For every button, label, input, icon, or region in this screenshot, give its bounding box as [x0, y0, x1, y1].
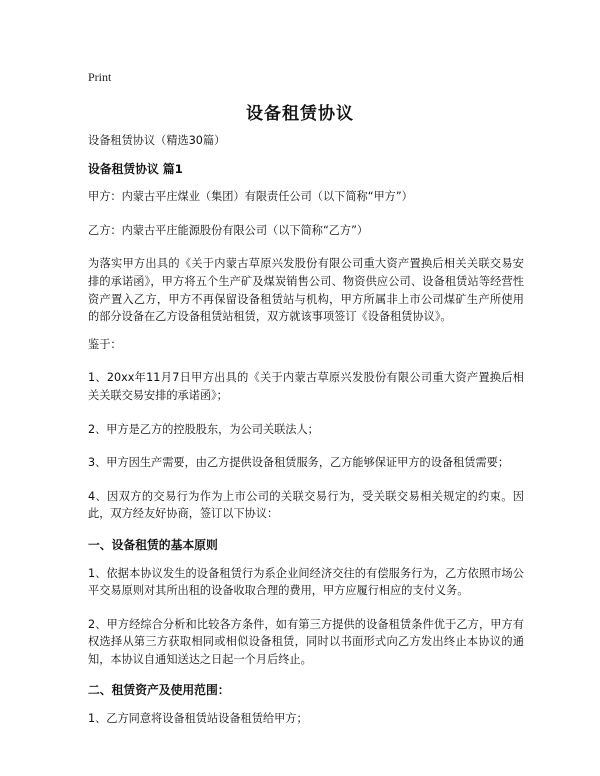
whereas-item-2: 2、甲方是乙方的控股股东，为公司关联法人；	[88, 422, 319, 436]
whereas-label: 鉴于：	[88, 337, 122, 351]
document-subtitle: 设备租赁协议（精选30篇）	[88, 134, 226, 147]
part2-heading: 二、租赁资产及使用范围：	[88, 683, 230, 698]
page-title: 设备租赁协议	[246, 104, 354, 124]
party-b: 乙方：内蒙古平庄能源股份有限公司（以下简称“乙方”）	[88, 223, 369, 237]
whereas-item-4: 4、因双方的交易行为作为上市公司的关联交易行为，受关联交易相关规定的约束。因此，双方经友好协商，签订以下协议：	[88, 489, 524, 521]
whereas-item-1: 1、20xx年11月7日甲方出具的《关于内蒙古草原兴发股份有限公司重大资产置换后相关关联交易安排的承诺函》；	[88, 371, 524, 402]
section-heading: 设备租赁协议 篇1	[88, 161, 183, 176]
document-body	[88, 132, 524, 728]
intro-paragraph: 为落实甲方出具的《关于内蒙古草原兴发股份有限公司重大资产置换后相关关联交易安排的承诺函》，甲方将五个生产矿及煤炭销售公司、物资供应公司、设备租赁站等经营性资产置入乙方，甲方不再保留设备租赁站与机构，甲方所属非上市公司煤矿生产所使用的部分设备在乙方设备租赁站租赁，双方就该事项签订《设备租赁协议》。	[88, 257, 524, 324]
print-link[interactable]: Print	[88, 70, 112, 84]
whereas-item-3: 3、甲方因生产需要，由乙方提供设备租赁服务，乙方能够保证甲方的设备租赁需要；	[88, 456, 510, 470]
part1-heading: 一、设备租赁的基本原则	[88, 537, 218, 552]
part1-item-1: 1、依据本协议发生的设备租赁行为系企业间经济交往的有偿服务行为，乙方依照市场公平交易原则对其所出租的设备收取合理的费用，甲方应履行相应的支付义务。	[88, 566, 524, 598]
party-a: 甲方：内蒙古平庄煤业（集团）有限责任公司（以下简称“甲方”）	[88, 190, 413, 204]
part1-item-2: 2、甲方经综合分析和比较各方条件，如有第三方提供的设备租赁条件优于乙方，甲方有权选择从第三方获取相同或相似设备租赁，同时以书面形式向乙方发出终止本协议的通知，本协议自通知送达之日起一个月后终止。	[88, 617, 524, 666]
part2-item-1: 1、乙方同意将设备租赁站设备租赁给甲方；	[88, 712, 308, 726]
